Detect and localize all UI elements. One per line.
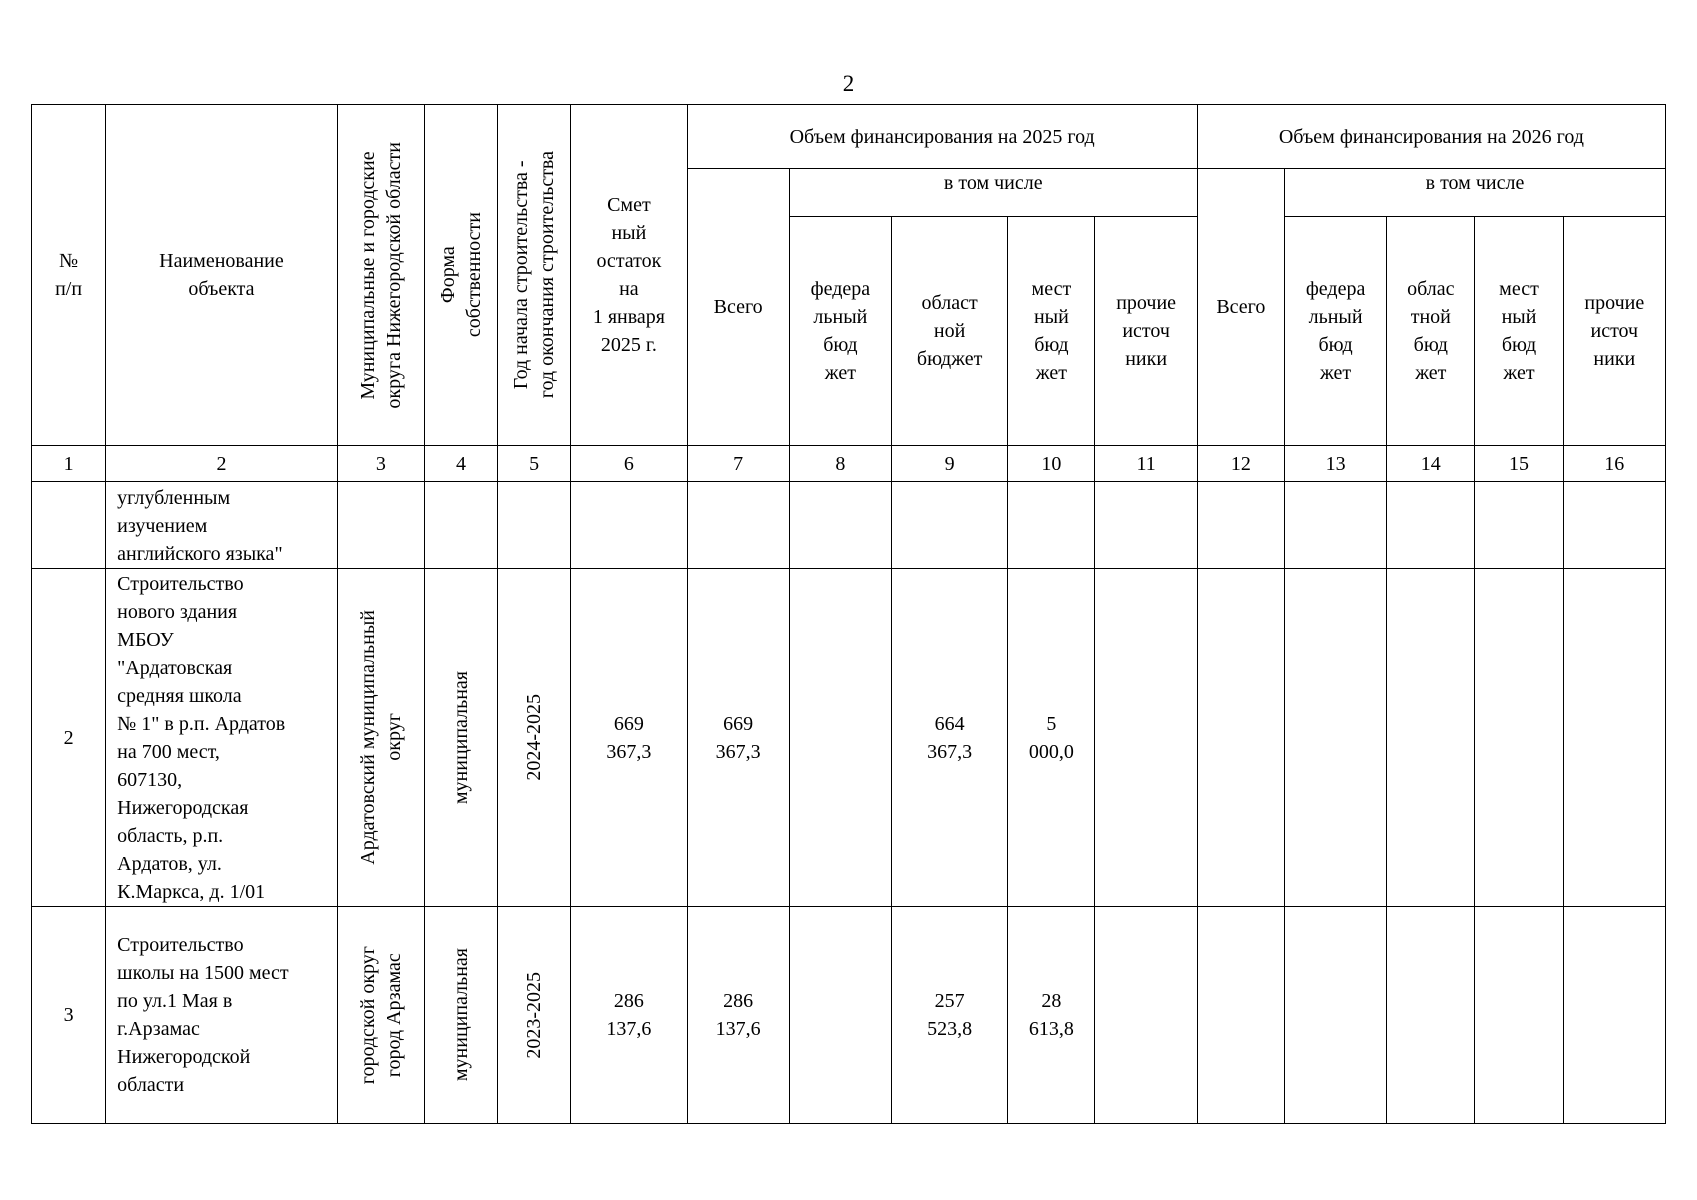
row-federal-2026 bbox=[1284, 907, 1386, 1124]
header-other-2025: прочие источ ники bbox=[1095, 217, 1197, 446]
row-other-2025 bbox=[1095, 569, 1197, 907]
header-total-2025: Всего bbox=[687, 169, 789, 446]
row-federal-2026 bbox=[1284, 482, 1386, 569]
column-number: 16 bbox=[1563, 446, 1665, 482]
row-regional-2026 bbox=[1387, 482, 1475, 569]
row-total-2026 bbox=[1197, 907, 1284, 1124]
row-regional-2025: 257 523,8 bbox=[892, 907, 1008, 1124]
column-number: 15 bbox=[1475, 446, 1563, 482]
header-including-2025: в том числе bbox=[789, 169, 1197, 217]
header-federal-2026: федера льный бюд жет bbox=[1284, 217, 1386, 446]
row-other-2026 bbox=[1563, 569, 1665, 907]
header-federal-2025: федера льный бюд жет bbox=[789, 217, 891, 446]
row-remainder bbox=[571, 482, 687, 569]
column-numbers-row bbox=[32, 446, 1666, 482]
header-num: № п/п bbox=[32, 105, 106, 446]
row-object-name: Строительство нового здания МБОУ "Ардатовская средняя школа № 1" в р.п. Ардатов на 700 мест, 607130, Нижегородская область, р.п. Ардатов, ул. К.Маркса, д. 1/01 bbox=[106, 569, 338, 907]
row-other-2026 bbox=[1563, 482, 1665, 569]
row-num: 2 bbox=[32, 569, 106, 907]
row-local-2026 bbox=[1475, 482, 1563, 569]
header-total-2026: Всего bbox=[1197, 169, 1284, 446]
column-number: 13 bbox=[1284, 446, 1386, 482]
column-number: 11 bbox=[1095, 446, 1197, 482]
column-number: 9 bbox=[892, 446, 1008, 482]
column-number: 4 bbox=[424, 446, 497, 482]
table-row bbox=[32, 907, 1666, 1124]
row-federal-2026 bbox=[1284, 569, 1386, 907]
header-group-2026: Объем финансирования на 2026 год bbox=[1197, 105, 1665, 169]
row-years: 2023-2025 bbox=[498, 907, 571, 1124]
row-regional-2026 bbox=[1387, 907, 1475, 1124]
page-number: 2 bbox=[842, 71, 855, 96]
header-row-1 bbox=[32, 105, 1666, 169]
column-number: 2 bbox=[106, 446, 338, 482]
row-federal-2025 bbox=[789, 482, 891, 569]
header-municipality: Муниципальные и городские округа Нижегородской области bbox=[337, 105, 424, 446]
column-number: 8 bbox=[789, 446, 891, 482]
row-object-name: Строительство школы на 1500 мест по ул.1 Мая в г.Арзамас Нижегородской области bbox=[106, 907, 338, 1124]
row-ownership bbox=[424, 482, 497, 569]
row-regional-2026 bbox=[1387, 569, 1475, 907]
row-years: 2024-2025 bbox=[498, 569, 571, 907]
row-total-2025 bbox=[687, 482, 789, 569]
row-years bbox=[498, 482, 571, 569]
row-num bbox=[32, 482, 106, 569]
header-group-2025: Объем финансирования на 2025 год bbox=[687, 105, 1197, 169]
row-ownership: муниципальная bbox=[424, 569, 497, 907]
row-local-2026 bbox=[1475, 569, 1563, 907]
row-regional-2025: 664 367,3 bbox=[892, 569, 1008, 907]
row-remainder: 286 137,6 bbox=[571, 907, 687, 1124]
financing-table bbox=[31, 104, 1666, 1124]
header-years: Год начала строительства - год окончания строительства bbox=[498, 105, 571, 446]
row-municipality: городской округ город Арзамас bbox=[337, 907, 424, 1124]
column-number: 1 bbox=[32, 446, 106, 482]
row-ownership: муниципальная bbox=[424, 907, 497, 1124]
column-number: 3 bbox=[337, 446, 424, 482]
header-local-2026: мест ный бюд жет bbox=[1475, 217, 1563, 446]
row-other-2025 bbox=[1095, 482, 1197, 569]
header-ownership: Форма собственности bbox=[424, 105, 497, 446]
header-including-2026: в том числе bbox=[1284, 169, 1665, 217]
column-number: 6 bbox=[571, 446, 687, 482]
column-number: 10 bbox=[1008, 446, 1095, 482]
header-regional-2026: облас тной бюд жет bbox=[1387, 217, 1475, 446]
row-local-2025 bbox=[1008, 482, 1095, 569]
row-total-2025: 286 137,6 bbox=[687, 907, 789, 1124]
row-federal-2025 bbox=[789, 907, 891, 1124]
row-regional-2025 bbox=[892, 482, 1008, 569]
row-municipality: Ардатовский муниципальный округ bbox=[337, 569, 424, 907]
header-local-2025: мест ный бюд жет bbox=[1008, 217, 1095, 446]
column-number: 7 bbox=[687, 446, 789, 482]
row-num: 3 bbox=[32, 907, 106, 1124]
row-total-2025: 669 367,3 bbox=[687, 569, 789, 907]
table-row bbox=[32, 569, 1666, 907]
table-row bbox=[32, 482, 1666, 569]
row-total-2026 bbox=[1197, 569, 1284, 907]
row-local-2026 bbox=[1475, 907, 1563, 1124]
header-remainder: Смет ный остаток на 1 января 2025 г. bbox=[571, 105, 687, 446]
row-total-2026 bbox=[1197, 482, 1284, 569]
column-number: 5 bbox=[498, 446, 571, 482]
header-name: Наименование объекта bbox=[106, 105, 338, 446]
column-number: 14 bbox=[1387, 446, 1475, 482]
row-local-2025: 5 000,0 bbox=[1008, 569, 1095, 907]
row-municipality bbox=[337, 482, 424, 569]
row-object-name: углубленным изучением английского языка" bbox=[106, 482, 338, 569]
column-number: 12 bbox=[1197, 446, 1284, 482]
row-remainder: 669 367,3 bbox=[571, 569, 687, 907]
row-other-2026 bbox=[1563, 907, 1665, 1124]
header-regional-2025: област ной бюджет bbox=[892, 217, 1008, 446]
row-other-2025 bbox=[1095, 907, 1197, 1124]
row-local-2025: 28 613,8 bbox=[1008, 907, 1095, 1124]
header-other-2026: прочие источ ники bbox=[1563, 217, 1665, 446]
row-federal-2025 bbox=[789, 569, 891, 907]
